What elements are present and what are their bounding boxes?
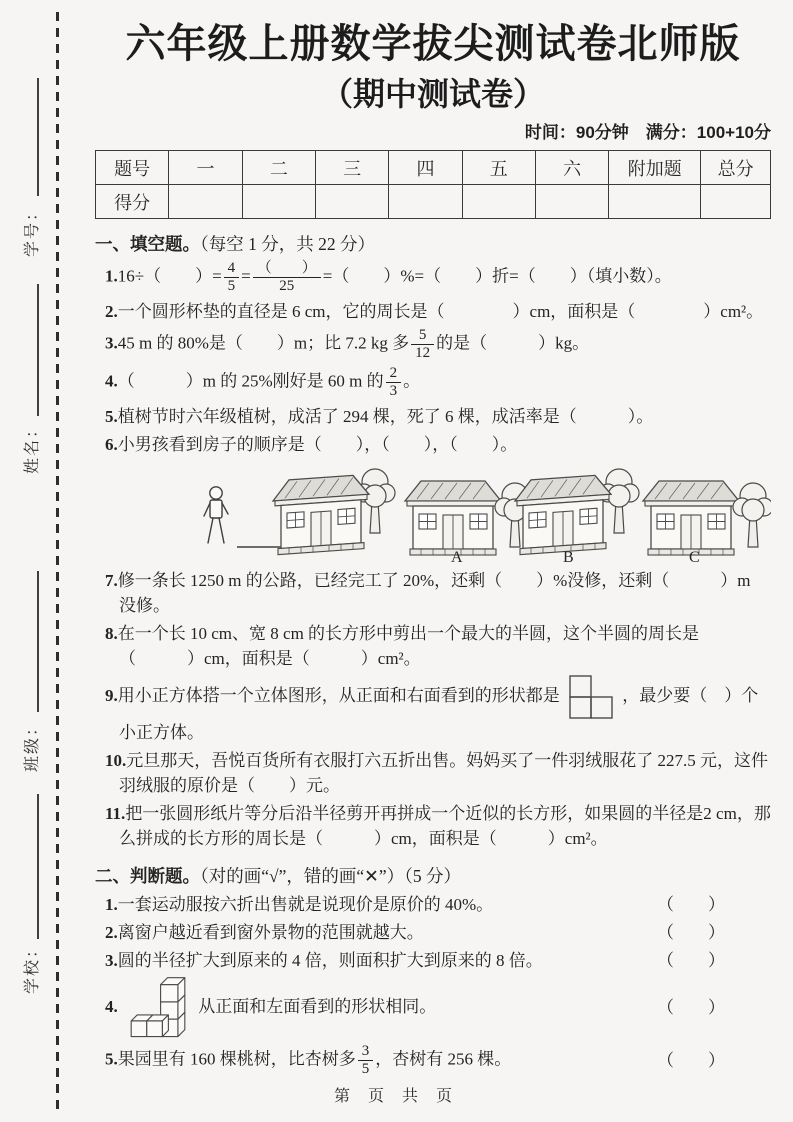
school-line [37, 794, 39, 939]
text-segment: （ ）m 的 25%刚好是 60 m 的 [117, 371, 384, 391]
section2-heading [95, 864, 771, 888]
question-text [95, 299, 771, 324]
question-text [95, 801, 771, 851]
text-segment: 离窗户越近看到窗外景物的范围就越大。 [117, 922, 424, 942]
fill-blank-question-4 [95, 365, 771, 401]
section1-heading-title: 一、填空题。 [95, 234, 200, 254]
text-segment: 16÷（ ）= [117, 266, 222, 286]
fill-blank-question-9 [95, 674, 771, 745]
question-text [95, 432, 771, 457]
text-segment: 用小正方体搭一个立体图形，从正面和右面看到的形状都是 [117, 685, 560, 705]
question-text [95, 1043, 657, 1079]
score-table-header-cell: 二 [242, 151, 315, 185]
score-table-header-cell: 附加题 [609, 151, 701, 185]
cubes-figure [126, 976, 190, 1040]
text-segment: 果园里有 160 棵桃树，比杏树多 [117, 1049, 356, 1069]
question-number: 3. [105, 333, 118, 353]
question-number: 6. [105, 434, 118, 454]
text-segment: 。 [403, 371, 421, 391]
tree-behind-house-b [599, 469, 639, 533]
judgment-question-5 [95, 1043, 771, 1079]
class-line [37, 571, 39, 712]
judgment-question-1 [95, 892, 771, 917]
section1-heading [95, 232, 771, 256]
question-number: 4. [105, 371, 118, 391]
section1-heading-note: （每空 1 分，共 22 分） [200, 234, 375, 254]
l-shape-figure [568, 674, 614, 720]
question6-figure [95, 461, 771, 565]
question-number: 10. [105, 750, 127, 770]
main-content [95, 18, 771, 1081]
student-name-label: 姓名： [23, 420, 41, 475]
question-text [95, 621, 771, 671]
boy-figure [204, 486, 228, 542]
score-empty-cell [242, 185, 315, 219]
score-table-header-cell: 三 [315, 151, 388, 185]
fill-blank-question-7 [95, 568, 771, 618]
question-number: 3. [105, 950, 118, 970]
exam-meta: 时间：90分钟 满分：100+10分 [524, 123, 771, 142]
page-title: 六年级上册数学拔尖测试卷北师版 [125, 22, 741, 66]
question-text [95, 948, 657, 973]
fraction-denominator: 5 [227, 278, 236, 295]
house-a [405, 481, 501, 555]
text-segment: 把一张圆形纸片等分后沿半径剪开再拼成一个近似的长方形，如果圆的半径是2 cm，那么拼成的长方形的周长是（ ）cm，面积是（ ）cm²。 [119, 803, 771, 848]
section2-heading-title: 二、判断题。 [95, 865, 200, 886]
fraction [224, 260, 240, 296]
house-perspective-1 [273, 474, 369, 555]
fraction-numerator: 3 [358, 1043, 374, 1061]
text-segment: 修一条长 1250 m 的公路，已经完工了 20%，还剩（ ）%没修，还剩（ ）m 没修。 [117, 570, 751, 615]
text-segment: 一套运动服按六折出售就是说现价是原价的 40%。 [117, 894, 494, 914]
fill-blank-question-1 [95, 260, 771, 296]
question-text [95, 260, 771, 296]
section2-questions [95, 892, 771, 1079]
fraction [411, 327, 434, 363]
question-number: 9. [105, 685, 118, 705]
answer-bracket: （ ） [657, 1050, 725, 1070]
fraction-numerator: 2 [386, 365, 402, 383]
answer-bracket: （ ） [657, 998, 725, 1017]
score-table-header-cell: 五 [462, 151, 535, 185]
text-segment: 45 m 的 80%是（ ）m；比 7.2 kg 多 [117, 333, 410, 353]
fraction-denominator: 3 [389, 383, 398, 400]
score-empty-cell [609, 185, 701, 219]
score-empty-cell [315, 185, 388, 219]
section1-questions-part1 [95, 260, 771, 457]
text-segment: ，杏树有 256 棵。 [375, 1049, 512, 1069]
student-name-line [37, 284, 39, 416]
question-number: 8. [105, 623, 118, 643]
score-table-score-row [96, 185, 771, 219]
score-row-label: 得分 [96, 185, 169, 219]
page-footer: 第 页 共 页 [333, 1088, 459, 1105]
fraction-numerator: 4 [224, 260, 240, 278]
question-number: 11. [105, 803, 126, 823]
judgment-question-2 [95, 920, 771, 945]
fraction [386, 365, 402, 401]
question-text [95, 976, 657, 1040]
text-segment: ，最少要（ ）个小正方体。 [119, 685, 759, 742]
student-id-label: 学号： [23, 203, 41, 258]
fill-blank-question-6 [95, 432, 771, 457]
text-segment: 从正面和左面看到的形状相同。 [198, 996, 437, 1016]
text-segment: 在一个长 10 cm、宽 8 cm 的长方形中剪出一个最大的半圆，这个半圆的周长是（ ）cm，面积是（ ）cm²。 [117, 623, 700, 668]
house-b [515, 474, 611, 555]
question-number: 4. [105, 996, 118, 1016]
answer-bracket: （ ） [657, 894, 725, 914]
question-number: 2. [105, 922, 118, 942]
fraction-denominator: 5 [361, 1060, 370, 1077]
house-label-c: C [689, 548, 700, 565]
question-text [95, 674, 771, 745]
judgment-question-4 [95, 976, 771, 1040]
score-empty-cell [701, 185, 771, 219]
page-subtitle: （期中测试卷） [320, 76, 545, 112]
question-number: 1. [105, 894, 118, 914]
text-segment: 小男孩看到房子的顺序是（ ），（ ），（ ）。 [117, 434, 518, 454]
text-segment: = [241, 266, 251, 286]
section2-heading-note: （对的画“√”，错的画“✕”）（5 分） [200, 865, 461, 886]
question-number: 2. [105, 301, 118, 321]
score-table-header-row [96, 151, 771, 185]
fill-blank-question-8 [95, 621, 771, 671]
score-empty-cell [389, 185, 462, 219]
school-label: 学校： [23, 940, 41, 995]
text-segment: 的是（ ）kg。 [436, 333, 590, 353]
fill-blank-question-3 [95, 327, 771, 363]
section1-questions-part2 [95, 568, 771, 851]
text-segment: 圆的半径扩大到原来的 4 倍，则面积扩大到原来的 8 倍。 [117, 950, 543, 970]
fraction-numerator: 5 [411, 327, 434, 345]
score-table-header-cell: 题号 [96, 151, 169, 185]
fill-blank-question-2 [95, 299, 771, 324]
score-table [95, 150, 771, 219]
text-segment: 一个圆形杯垫的直径是 6 cm，它的周长是（ ）cm，面积是（ ）cm²。 [117, 301, 764, 321]
answer-bracket: （ ） [657, 950, 725, 970]
score-table-header-cell: 总分 [701, 151, 771, 185]
question-number: 5. [105, 406, 118, 426]
score-table-header-cell: 四 [389, 151, 462, 185]
question-number: 1. [105, 266, 118, 286]
question-text [95, 920, 657, 945]
fraction-numerator: （ ） [253, 260, 321, 278]
score-empty-cell [535, 185, 608, 219]
question-number: 5. [105, 1049, 118, 1069]
text-segment: 元旦那天，吾悦百货所有衣服打六五折出售。妈妈买了一件羽绒服花了 227.5 元，这件羽绒服的原价是（ ）元。 [119, 750, 768, 795]
house-c [643, 481, 739, 555]
judgment-question-3 [95, 948, 771, 973]
text-segment: =（ ）%=（ ）折=（ ）（填小数）。 [322, 266, 672, 286]
question-text [95, 327, 771, 363]
class-label: 班级： [23, 718, 41, 773]
question-number: 7. [105, 570, 118, 590]
fraction [358, 1043, 374, 1079]
house-label-a: A [451, 548, 463, 565]
fraction-denominator: 25 [279, 278, 295, 295]
text-segment: 植树节时六年级植树，成活了 294 棵，死了 6 棵，成活率是（ ）。 [117, 406, 654, 426]
student-id-line [37, 78, 39, 196]
fill-blank-question-5 [95, 404, 771, 429]
house-label-b: B [563, 548, 574, 565]
fraction-denominator: 12 [415, 344, 431, 361]
score-table-header-cell: 六 [535, 151, 608, 185]
fraction [253, 260, 321, 296]
question-text [95, 748, 771, 798]
question-text [95, 365, 771, 401]
answer-bracket: （ ） [657, 922, 725, 942]
fill-blank-question-10 [95, 748, 771, 798]
tree-house-c [733, 483, 771, 547]
score-table-header-cell: 一 [169, 151, 242, 185]
score-empty-cell [169, 185, 242, 219]
fill-blank-question-11 [95, 801, 771, 851]
question-text [95, 404, 771, 429]
question-text [95, 892, 657, 917]
question-text [95, 568, 771, 618]
score-empty-cell [462, 185, 535, 219]
